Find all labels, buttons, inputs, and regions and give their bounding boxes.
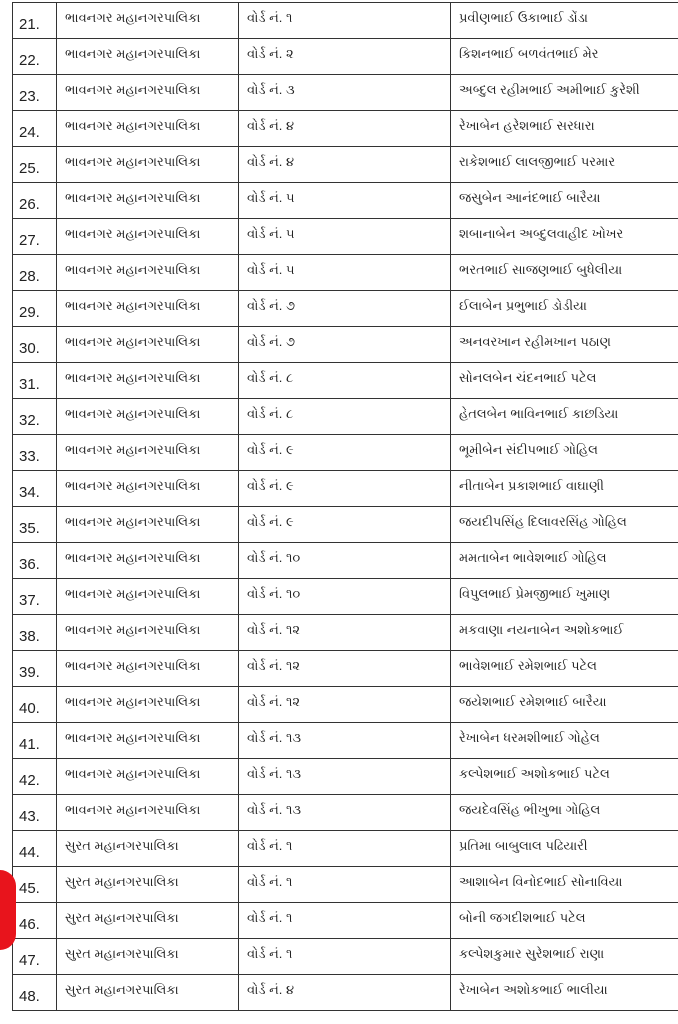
row-number: 32. xyxy=(13,399,57,435)
row-number: 21. xyxy=(13,3,57,39)
organization-cell: ભાવનગર મહાનગરપાલિકા xyxy=(57,3,239,39)
ward-cell: વોર્ડ નં. ૪ xyxy=(239,975,451,1011)
row-number: 29. xyxy=(13,291,57,327)
floating-red-button[interactable] xyxy=(0,870,16,950)
organization-cell: સુરત મહાનગરપાલિકા xyxy=(57,903,239,939)
row-number: 41. xyxy=(13,723,57,759)
candidate-name-cell: જસુબેન આનંદભાઈ બારૈયા xyxy=(451,183,678,219)
organization-cell: ભાવનગર મહાનગરપાલિકા xyxy=(57,183,239,219)
organization-cell: ભાવનગર મહાનગરપાલિકા xyxy=(57,795,239,831)
table-row xyxy=(13,183,678,219)
ward-cell: વોર્ડ નં. ૯ xyxy=(239,435,451,471)
candidate-name-cell: સોનલબેન ચંદનભાઈ પટેલ xyxy=(451,363,678,399)
row-number: 35. xyxy=(13,507,57,543)
organization-cell: ભાવનગર મહાનગરપાલિકા xyxy=(57,147,239,183)
row-number: 47. xyxy=(13,939,57,975)
table-row xyxy=(13,255,678,291)
ward-cell: વોર્ડ નં. ૧ xyxy=(239,831,451,867)
row-number: 34. xyxy=(13,471,57,507)
ward-cell: વોર્ડ નં. ૫ xyxy=(239,183,451,219)
candidate-name-cell: રેખાબેન ધરમશીભાઈ ગોહેલ xyxy=(451,723,678,759)
candidate-name-cell: રેખાબેન અશોકભાઈ ભાલીયા xyxy=(451,975,678,1011)
table-row xyxy=(13,399,678,435)
organization-cell: ભાવનગર મહાનગરપાલિકા xyxy=(57,363,239,399)
row-number: 40. xyxy=(13,687,57,723)
candidate-name-cell: ભાવેશભાઈ રમેશભાઈ પટેલ xyxy=(451,651,678,687)
candidate-name-cell: જયેશભાઈ રમેશભાઈ બારૈયા xyxy=(451,687,678,723)
table-row xyxy=(13,939,678,975)
candidate-name-cell: અનવરખાન રહીમખાન પઠાણ xyxy=(451,327,678,363)
table-row xyxy=(13,723,678,759)
organization-cell: ભાવનગર મહાનગરપાલિકા xyxy=(57,255,239,291)
candidate-name-cell: પ્રવીણભાઈ ઉકાભાઈ ડોંડા xyxy=(451,3,678,39)
candidate-name-cell: કિશનભાઈ બળવંતભાઈ મેર xyxy=(451,39,678,75)
organization-cell: ભાવનગર મહાનગરપાલિકા xyxy=(57,471,239,507)
table-row xyxy=(13,111,678,147)
table-row xyxy=(13,579,678,615)
candidate-name-cell: શબાનાબેન અબ્દુલવાહીદ ખોખર xyxy=(451,219,678,255)
candidate-name-cell: જયદીપસિંહ દિલાવરસિંહ ગોહિલ xyxy=(451,507,678,543)
row-number: 26. xyxy=(13,183,57,219)
ward-cell: વોર્ડ નં. ૧૨ xyxy=(239,651,451,687)
ward-cell: વોર્ડ નં. ૪ xyxy=(239,147,451,183)
candidate-name-cell: પ્રતિમા બાબુલાલ પઢિયારી xyxy=(451,831,678,867)
table-row xyxy=(13,687,678,723)
ward-cell: વોર્ડ નં. ૧૩ xyxy=(239,795,451,831)
row-number: 46. xyxy=(13,903,57,939)
table-row xyxy=(13,3,678,39)
table-row xyxy=(13,867,678,903)
row-number: 38. xyxy=(13,615,57,651)
table-row xyxy=(13,543,678,579)
ward-cell: વોર્ડ નં. ૧ xyxy=(239,939,451,975)
row-number: 48. xyxy=(13,975,57,1011)
candidate-name-cell: રાકેશભાઈ લાલજીભાઈ પરમાર xyxy=(451,147,678,183)
ward-cell: વોર્ડ નં. ૮ xyxy=(239,399,451,435)
row-number: 33. xyxy=(13,435,57,471)
row-number: 44. xyxy=(13,831,57,867)
organization-cell: સુરત મહાનગરપાલિકા xyxy=(57,975,239,1011)
row-number: 24. xyxy=(13,111,57,147)
ward-cell: વોર્ડ નં. ૧૦ xyxy=(239,579,451,615)
row-number: 43. xyxy=(13,795,57,831)
ward-cell: વોર્ડ નં. ૧ xyxy=(239,867,451,903)
ward-cell: વોર્ડ નં. ૧૦ xyxy=(239,543,451,579)
table-row xyxy=(13,291,678,327)
candidate-name-cell: જયદેવસિંહ ભીખુભા ગોહિલ xyxy=(451,795,678,831)
candidate-name-cell: કલ્પેશભાઈ અશોકભાઈ પટેલ xyxy=(451,759,678,795)
row-number: 45. xyxy=(13,867,57,903)
organization-cell: ભાવનગર મહાનગરપાલિકા xyxy=(57,39,239,75)
candidate-name-cell: ભરતભાઈ સાજણભાઈ બુધેલીયા xyxy=(451,255,678,291)
table-row xyxy=(13,507,678,543)
organization-cell: સુરત મહાનગરપાલિકા xyxy=(57,867,239,903)
organization-cell: સુરત મહાનગરપાલિકા xyxy=(57,939,239,975)
row-number: 28. xyxy=(13,255,57,291)
row-number: 30. xyxy=(13,327,57,363)
table-row xyxy=(13,471,678,507)
organization-cell: ભાવનગર મહાનગરપાલિકા xyxy=(57,291,239,327)
table-row xyxy=(13,975,678,1011)
table-row xyxy=(13,903,678,939)
row-number: 22. xyxy=(13,39,57,75)
table-row xyxy=(13,651,678,687)
ward-cell: વોર્ડ નં. ૪ xyxy=(239,111,451,147)
candidate-name-cell: આશાબેન વિનોદભાઈ સોનાવિયા xyxy=(451,867,678,903)
table-row xyxy=(13,363,678,399)
candidate-name-cell: અબ્દુલ રહીમભાઈ અમીભાઈ કુરેશી xyxy=(451,75,678,111)
row-number: 37. xyxy=(13,579,57,615)
organization-cell: ભાવનગર મહાનગરપાલિકા xyxy=(57,579,239,615)
candidate-name-cell: રેખાબેન હરેશભાઈ સરધારા xyxy=(451,111,678,147)
candidate-name-cell: મમતાબેન ભાવેશભાઈ ગોહિલ xyxy=(451,543,678,579)
organization-cell: ભાવનગર મહાનગરપાલિકા xyxy=(57,111,239,147)
candidate-name-cell: નીતાબેન પ્રકાશભાઈ વાઘાણી xyxy=(451,471,678,507)
candidate-name-cell: હેતલબેન ભાવિનભાઈ કાછડિયા xyxy=(451,399,678,435)
row-number: 27. xyxy=(13,219,57,255)
organization-cell: ભાવનગર મહાનગરપાલિકા xyxy=(57,723,239,759)
ward-cell: વોર્ડ નં. ૭ xyxy=(239,327,451,363)
row-number: 23. xyxy=(13,75,57,111)
organization-cell: ભાવનગર મહાનગરપાલિકા xyxy=(57,543,239,579)
ward-cell: વોર્ડ નં. ૧૩ xyxy=(239,723,451,759)
ward-cell: વોર્ડ નં. ૭ xyxy=(239,291,451,327)
ward-cell: વોર્ડ નં. ૧૨ xyxy=(239,687,451,723)
organization-cell: ભાવનગર મહાનગરપાલિકા xyxy=(57,327,239,363)
ward-cell: વોર્ડ નં. ૯ xyxy=(239,471,451,507)
candidate-name-cell: કલ્પેશકુમાર સુરેશભાઈ રાણા xyxy=(451,939,678,975)
ward-cell: વોર્ડ નં. ૧ xyxy=(239,903,451,939)
table-row xyxy=(13,147,678,183)
ward-cell: વોર્ડ નં. ૧૩ xyxy=(239,759,451,795)
row-number: 31. xyxy=(13,363,57,399)
row-number: 25. xyxy=(13,147,57,183)
organization-cell: ભાવનગર મહાનગરપાલિકા xyxy=(57,507,239,543)
ward-cell: વોર્ડ નં. ૧૨ xyxy=(239,615,451,651)
table-row xyxy=(13,39,678,75)
organization-cell: ભાવનગર મહાનગરપાલિકા xyxy=(57,759,239,795)
candidate-name-cell: મકવાણા નયનાબેન અશોકભાઈ xyxy=(451,615,678,651)
organization-cell: ભાવનગર મહાનગરપાલિકા xyxy=(57,615,239,651)
candidate-name-cell: ઈલાબેન પ્રભુભાઈ ડોડીયા xyxy=(451,291,678,327)
organization-cell: ભાવનગર મહાનગરપાલિકા xyxy=(57,687,239,723)
row-number: 39. xyxy=(13,651,57,687)
table-body xyxy=(13,3,678,1011)
candidates-table xyxy=(12,2,678,1011)
organization-cell: ભાવનગર મહાનગરપાલિકા xyxy=(57,399,239,435)
ward-cell: વોર્ડ નં. ૮ xyxy=(239,363,451,399)
row-number: 42. xyxy=(13,759,57,795)
candidate-name-cell: ભૂમીબેન સંદીપભાઈ ગોહિલ xyxy=(451,435,678,471)
organization-cell: ભાવનગર મહાનગરપાલિકા xyxy=(57,219,239,255)
ward-cell: વોર્ડ નં. ૫ xyxy=(239,219,451,255)
table-row xyxy=(13,327,678,363)
table-row xyxy=(13,219,678,255)
table-row xyxy=(13,435,678,471)
organization-cell: ભાવનગર મહાનગરપાલિકા xyxy=(57,75,239,111)
organization-cell: સુરત મહાનગરપાલિકા xyxy=(57,831,239,867)
candidate-name-cell: વિપુલભાઈ પ્રેમજીભાઈ ખુમાણ xyxy=(451,579,678,615)
candidate-name-cell: બોની જગદીશભાઈ પટેલ xyxy=(451,903,678,939)
ward-cell: વોર્ડ નં. ૨ xyxy=(239,39,451,75)
ward-cell: વોર્ડ નં. ૧ xyxy=(239,3,451,39)
organization-cell: ભાવનગર મહાનગરપાલિકા xyxy=(57,651,239,687)
ward-cell: વોર્ડ નં. ૯ xyxy=(239,507,451,543)
table-row xyxy=(13,759,678,795)
table-row xyxy=(13,795,678,831)
row-number: 36. xyxy=(13,543,57,579)
table-row xyxy=(13,75,678,111)
organization-cell: ભાવનગર મહાનગરપાલિકા xyxy=(57,435,239,471)
ward-cell: વોર્ડ નં. ૫ xyxy=(239,255,451,291)
ward-cell: વોર્ડ નં. ૩ xyxy=(239,75,451,111)
table-row xyxy=(13,831,678,867)
table-row xyxy=(13,615,678,651)
